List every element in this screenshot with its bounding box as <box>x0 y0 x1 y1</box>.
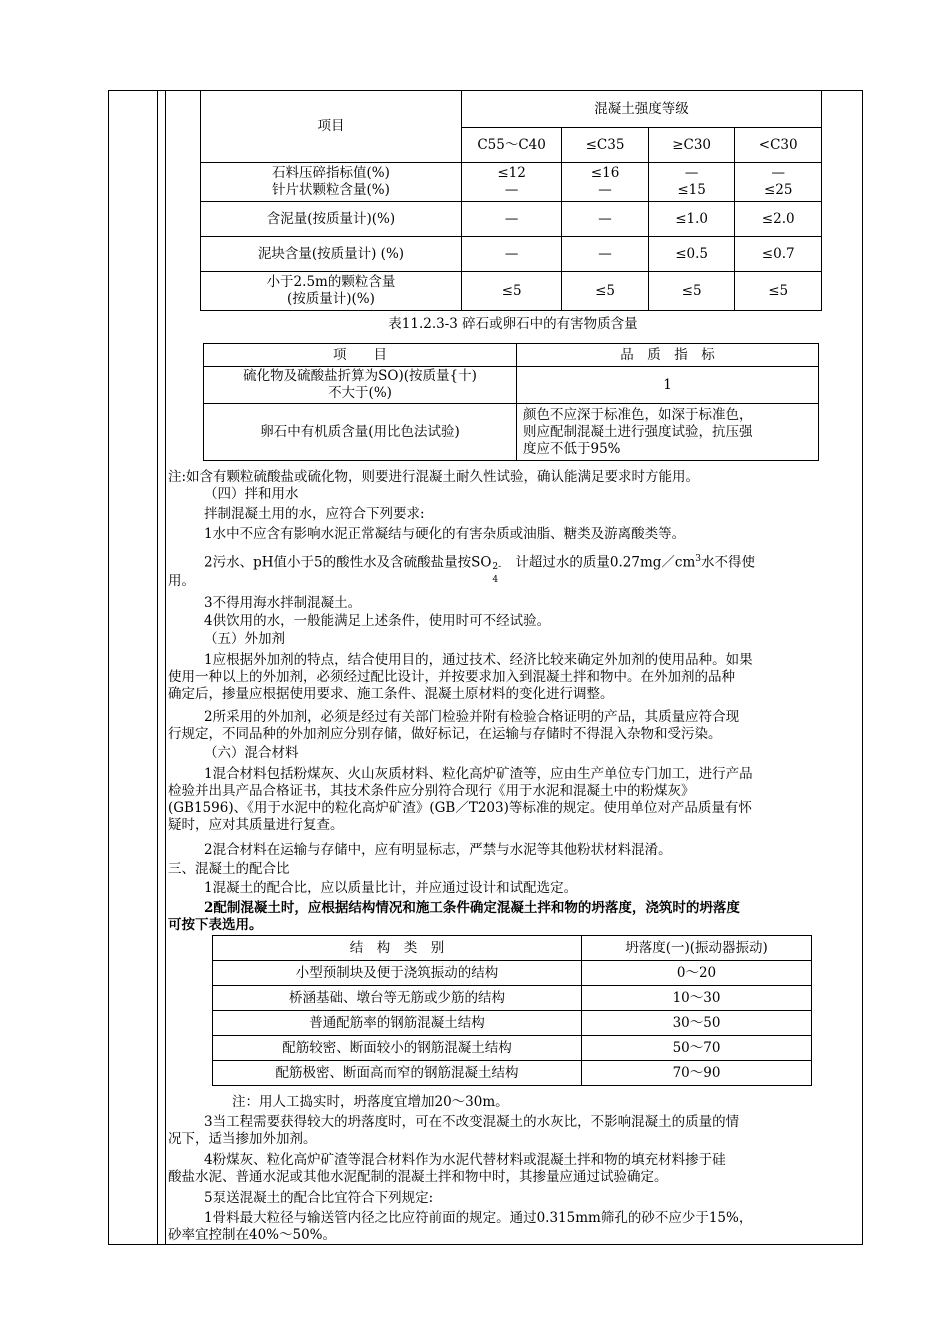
row-label: 配筋较密、断面较小的钢筋混凝土结构 <box>213 1036 582 1061</box>
section-heading: （六）混合材料 <box>204 745 299 761</box>
header-quality: 品 质 指 标 <box>517 344 819 367</box>
cell-value: 度应不低于95% <box>523 440 621 457</box>
slump-table <box>212 935 812 1086</box>
row-label: 针片状颗粒含量(%) <box>272 182 390 198</box>
table-row <box>213 986 812 1011</box>
grade-header: <C30 <box>735 128 822 163</box>
paragraph: 疑时，应对其质量进行复查。 <box>168 817 344 833</box>
table-row <box>213 1061 812 1086</box>
paragraph: 1骨料最大粒径与输送管内径之比应符前面的规定。通过0.315mm筛孔的砂不应少于15%， <box>204 1210 753 1226</box>
cell-value: 70～90 <box>582 1061 812 1086</box>
table-row <box>201 163 822 202</box>
cell-value: — <box>598 182 612 198</box>
paragraph: 3不得用海水拌制混凝土。 <box>204 595 362 611</box>
paragraph: 2配制混凝土时，应根据结构情况和施工条件确定混凝土拌和物的坍落度，浇筑时的坍落度 <box>204 900 740 916</box>
paragraph: 3当工程需要获得较大的坍落度时，可在不改变混凝土的水灰比，不影响混凝土的质量的情 <box>204 1114 740 1130</box>
row-label: (按质量计)(%) <box>287 291 375 307</box>
row-label: 小型预制块及便于浇筑振动的结构 <box>213 961 582 986</box>
paragraph: 4供饮用的水，一般能满足上述条件，使用时可不经试验。 <box>204 613 551 629</box>
cell-value: — <box>684 165 699 181</box>
paragraph: 1水中不应含有影响水泥正常凝结与硬化的有害杂质或油脂、糖类及游离酸类等。 <box>204 526 686 542</box>
aggregate-quality-table <box>200 90 822 311</box>
cell-value: 0～20 <box>582 961 812 986</box>
table-row <box>204 367 819 404</box>
section-heading: （五）外加剂 <box>204 631 285 647</box>
note: 注：用人工捣实时，坍落度宜增加20～30m。 <box>232 1094 509 1110</box>
paragraph: 酸盐水泥、普通水泥或其他水泥配制的混凝土拌和物中时，其掺量应通过试验确定。 <box>168 1169 668 1185</box>
cell-value: — <box>504 182 519 198</box>
paragraph: 使用一种以上的外加剂，必须经过配比设计，并按要求加入到混凝土拌和物中。在外加剂的品种 <box>168 669 735 685</box>
cell-value: ≤15 <box>677 182 706 198</box>
paragraph: 可按下表选用。 <box>168 917 263 933</box>
paragraph <box>204 551 864 585</box>
cell-value: 则应配制混凝土进行强度试验，抗压强 <box>523 423 753 440</box>
table-row <box>201 272 822 311</box>
header-structure: 结 构 类 别 <box>213 936 582 961</box>
cell-value: ≤0.7 <box>735 237 822 272</box>
subscript: 4 <box>492 574 499 585</box>
row-label: 石料压碎指标值(%) <box>272 165 390 181</box>
superscript: 3 <box>695 554 702 564</box>
paragraph: 1混凝土的配合比，应以质量比计，并应通过设计和试配选定。 <box>204 880 578 896</box>
cell-value: — <box>461 237 561 272</box>
text-span: 2污水、pH值小于5的酸性水及含硫酸盐量按SO <box>204 554 492 571</box>
paragraph: 检验并出具产品合格证书，其技术条件应分别符合现行《用于水泥和混凝土中的粉煤灰》 <box>168 783 695 799</box>
cell-value: 颜色不应深于标准色，如深于标准色， <box>523 406 753 423</box>
table-row <box>213 1011 812 1036</box>
header-item: 项目 <box>201 91 462 163</box>
table-row <box>213 1036 812 1061</box>
cell-value: ≤5 <box>461 272 561 311</box>
superscript: 2- <box>492 561 502 572</box>
harmful-substance-table <box>203 343 819 461</box>
cell-value: 1 <box>517 367 819 404</box>
cell-value: 30～50 <box>582 1011 812 1036</box>
paragraph: 2所采用的外加剂，必须是经过有关部门检验并附有检验合格证明的产品，其质量应符合现 <box>204 709 740 725</box>
row-label: 桥涵基础、墩台等无筋或少筋的结构 <box>213 986 582 1011</box>
text-span: 水不得使 <box>701 554 756 571</box>
row-label: 含泥量(按质量计)(%) <box>201 202 462 237</box>
left-narrow-column <box>158 90 166 1245</box>
cell-value: — <box>461 202 561 237</box>
header-item: 项 目 <box>204 344 517 367</box>
paragraph: 确定后，掺量应根据使用要求、施工条件、混凝土原材料的变化进行调整。 <box>168 686 614 702</box>
cell-value: — <box>771 165 785 181</box>
table-caption: 表11.2.3-3 碎石或卵石中的有害物质含量 <box>388 316 638 332</box>
row-label: 卵石中有机质含量(用比色法试验) <box>204 404 517 461</box>
grade-header: C55～C40 <box>461 128 561 163</box>
table-row <box>204 404 819 461</box>
table-row <box>201 202 822 237</box>
cell-value: ≤5 <box>735 272 822 311</box>
cell-value: ≤1.0 <box>648 202 735 237</box>
cell-value: ≤0.5 <box>648 237 735 272</box>
section-heading: 三、混凝土的配合比 <box>168 861 290 877</box>
cell-value: 50～70 <box>582 1036 812 1061</box>
header-slump: 坍落度(一)(振动器振动) <box>582 936 812 961</box>
grade-header: ≤C35 <box>562 128 649 163</box>
cell-value: ≤5 <box>562 272 649 311</box>
paragraph: 5泵送混凝土的配合比宜符合下列规定: <box>204 1190 434 1206</box>
paragraph: 2混合材料在运输与存储中，应有明显标志，严禁与水泥等其他粉状材料混淆。 <box>204 842 672 858</box>
paragraph: (GB1596)、《用于水泥中的粒化高炉矿渣》(GB／T203)等标准的规定。使用单位对产品质量有怀 <box>168 800 752 816</box>
row-label: 硫化物及硫酸盐折算为SO)(按质量{十) <box>243 368 477 384</box>
row-label: 配筋极密、断面高而窄的钢筋混凝土结构 <box>213 1061 582 1086</box>
cell-value: — <box>562 237 649 272</box>
note: 注:如含有颗粒硫酸盐或硫化物，则要进行混凝土耐久性试验，确认能满足要求时方能用。 <box>168 469 700 485</box>
text-span: 计超过水的质量0.27mg／cm <box>515 554 696 571</box>
table-row <box>201 237 822 272</box>
paragraph: 用。 <box>168 573 195 589</box>
grade-header: ≥C30 <box>648 128 735 163</box>
paragraph: 拌制混凝土用的水，应符合下列要求: <box>204 506 425 522</box>
paragraph: 行规定，不同品种的外加剂应分别存储，做好标记，在运输与存储时不得混入杂物和受污染。 <box>168 726 722 742</box>
cell-value: ≤16 <box>590 165 620 181</box>
cell-value: ≤25 <box>763 182 793 198</box>
section-heading: （四）拌和用水 <box>204 486 299 502</box>
left-margin-column <box>108 90 158 1245</box>
cell-value: ≤2.0 <box>735 202 822 237</box>
cell-value: ≤5 <box>648 272 735 311</box>
paragraph: 况下，适当掺加外加剂。 <box>168 1131 317 1147</box>
cell-value: ≤12 <box>497 165 526 181</box>
row-label: 泥块含量(按质量计) (%) <box>201 237 462 272</box>
cell-value: — <box>562 202 649 237</box>
row-label: 小于2.5m的颗粒含量 <box>266 274 396 290</box>
paragraph: 1混合材料包括粉煤灰、火山灰质材料、粒化高炉矿渣等，应由生产单位专门加工，进行产品 <box>204 766 753 782</box>
row-label: 普通配筋率的钢筋混凝土结构 <box>213 1011 582 1036</box>
row-label: 不大于(%) <box>328 385 392 401</box>
paragraph: 1应根据外加剂的特点，结合使用目的，通过技术、经济比较来确定外加剂的使用品种。如果 <box>204 652 753 668</box>
header-grade-group: 混凝土强度等级 <box>461 91 821 128</box>
cell-value: 10～30 <box>582 986 812 1011</box>
table-row <box>213 961 812 986</box>
paragraph: 4粉煤灰、粒化高炉矿渣等混合材料作为水泥代替材料或混凝土拌和物的填充材料掺于硅 <box>204 1152 726 1168</box>
paragraph: 砂率宜控制在40%～50%。 <box>168 1227 337 1243</box>
